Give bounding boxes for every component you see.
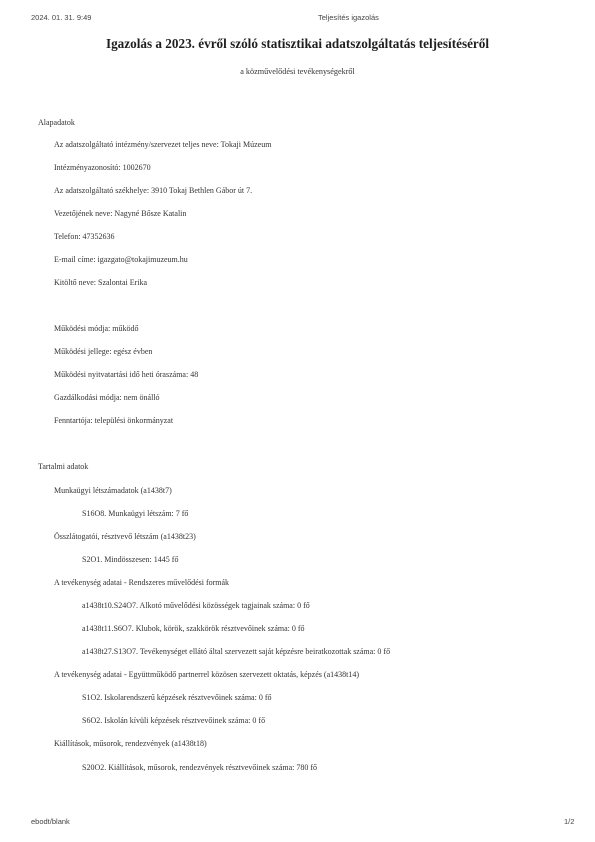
content-item: S2O1. Mindösszesen: 1445 fő: [82, 555, 179, 564]
content-group-heading: Összlátogatói, résztvevő létszám (a1438t23): [54, 532, 196, 541]
page-number: 1/2: [564, 817, 575, 826]
content-item: S1O2. Iskolarendszerű képzések résztvevőinek száma: 0 fő: [82, 693, 272, 702]
operation-line: Fenntartója: települési önkormányzat: [54, 416, 174, 425]
operation-line: Gazdálkodási módja: nem önálló: [54, 393, 160, 402]
content-group-heading: Munkaügyi létszámadatok (a1438t7): [54, 486, 172, 495]
header-document-title: Teljesítés igazolás: [318, 13, 379, 22]
content-item: S16O8. Munkaügyi létszám: 7 fő: [82, 509, 189, 518]
section-heading-basics: Alapadatok: [38, 118, 75, 127]
content-item: a1438t11.S6O7. Klubok, körök, szakkörök résztvevőinek száma: 0 fő: [82, 624, 305, 633]
content-item: a1438t10.S24O7. Alkotó művelődési közösségek tagjainak száma: 0 fő: [82, 601, 310, 610]
header-datetime: 2024. 01. 31. 9:49: [31, 13, 92, 22]
operation-line: Működési módja: működő: [54, 324, 139, 333]
footer-source: ebodt/blank: [31, 817, 70, 826]
basics-line: Az adatszolgáltató intézmény/szervezet teljes neve: Tokaji Múzeum: [54, 140, 272, 149]
content-group-heading: A tevékenység adatai - Együttműködő partnerrel közösen szervezett oktatás, képzés (a1438t14): [54, 670, 359, 679]
basics-line: Vezetőjének neve: Nagyné Bősze Katalin: [54, 209, 187, 218]
basics-line: E-mail címe: igazgato@tokajimuzeum.hu: [54, 255, 188, 264]
content-group-heading: A tevékenység adatai - Rendszeres művelődési formák: [54, 578, 230, 587]
basics-line: Az adatszolgáltató székhelye: 3910 Tokaj Bethlen Gábor út 7.: [54, 186, 253, 195]
operation-line: Működési jellege: egész évben: [54, 347, 153, 356]
section-heading-content: Tartalmi adatok: [38, 462, 89, 471]
basics-line: Telefon: 47352636: [54, 232, 115, 241]
content-item: S20O2. Kiállítások, műsorok, rendezvények résztvevőinek száma: 780 fő: [82, 763, 318, 772]
operation-line: Működési nyitvatartási idő heti óraszáma: 48: [54, 370, 199, 379]
content-item: S6O2. Iskolán kívüli képzések résztvevőinek száma: 0 fő: [82, 716, 266, 725]
page-title: Igazolás a 2023. évről szóló statisztikai adatszolgáltatás teljesítéséről: [105, 36, 490, 51]
basics-line: Intézményazonosító: 1002670: [54, 163, 151, 172]
content-item: a1438t27.S13O7. Tevékenységet ellátó által szervezett saját képzésre beiratkozottak száma: 0 fő: [82, 647, 391, 656]
content-group-heading: Kiállítások, műsorok, rendezvények (a1438t18): [54, 739, 207, 748]
page-subtitle: a közművelődési tevékenységekről: [240, 67, 355, 76]
basics-line: Kitöltő neve: Szalontai Erika: [54, 278, 148, 287]
